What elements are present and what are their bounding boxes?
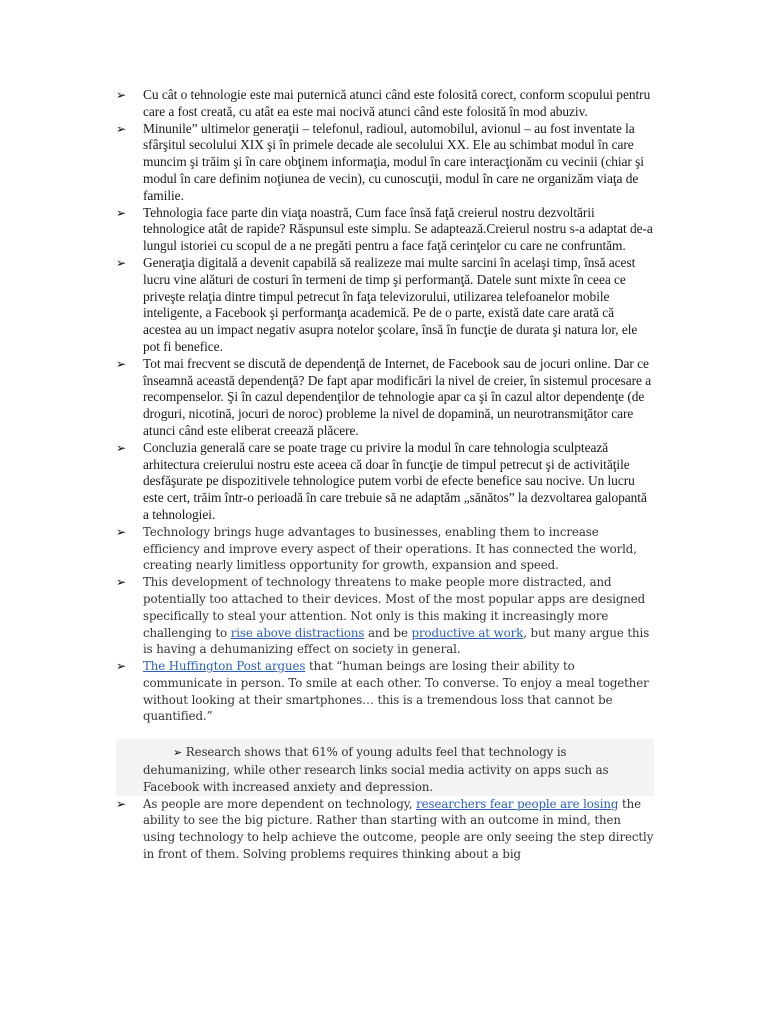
arrow-bullet-icon: ➢ (116, 88, 127, 102)
paragraph-text: the ability to see the big picture. Rather than starting with an outcome in mind, then using technology to help achieve the outcome, people are only seeing the step directly in front of them. Solving problems requires thinking about a big (143, 796, 654, 862)
list-item (116, 440, 654, 524)
paragraph-text: As people are more dependent on technology, (143, 796, 417, 811)
productive-at-work-link[interactable]: productive at work (411, 625, 524, 640)
shaded-quote-block (116, 739, 654, 795)
paragraph-text: that “human beings are losing their ability to communicate in person. To smile at each other. To converse. To enjoy a meal together without looking at their smartphones… this is a tremendous loss that cannot be quantified.” (143, 659, 649, 724)
list-item (116, 574, 654, 658)
arrow-bullet-icon: ➢ (116, 796, 126, 811)
paragraph-text: , but many argue this is having a dehumanizing effect on society in general. (143, 625, 650, 657)
arrow-bullet-icon: ➢ (116, 659, 126, 674)
list-item (116, 796, 654, 863)
rise-above-distractions-link[interactable]: rise above distractions (230, 625, 365, 640)
paragraph-text: Cu cât o tehnologie este mai puternică atunci când este folosită corect, conform scopului pentru care a fost creată, cu atât ea este mai nocivă atunci când este folosită în mod abuziv. (143, 87, 651, 119)
arrow-bullet-icon: ➢ (116, 524, 126, 539)
huffington-post-link[interactable]: The Huffington Post argues (143, 659, 306, 674)
paragraph-text: Research shows that 61% of young adults feel that technology is dehumanizing, while other research links social media activity on apps such as Facebook with increased anxiety and depression. (143, 745, 609, 794)
paragraph-text: This development of technology threatens to make people more distracted, and potentially too attached to their devices. Most of the most popular apps are designed specifically to steal your attention. Not only is this making it increasingly more challenging to (143, 575, 646, 640)
list-item (116, 524, 654, 574)
paragraph-text: and be (364, 625, 412, 640)
paragraph-text: Tot mai frecvent se discută de dependenţă de Internet, de Facebook sau de jocuri online. Dar ce înseamnă această dependenţă? De fapt apar modificări la nivel de creier, în sistemul procesare a recompenselor. Şi în cazul dependenţilor de tehnologie apar ca şi în cazul altor dependenţe (de droguri, nicotină, jocuri de noroc) probleme la nivel de dopamină, un neurotransmiţător care atunci când este eliberat creează plăcere. (143, 355, 652, 438)
list-item (116, 205, 654, 255)
paragraph-text: Generaţia digitală a devenit capabilă să realizeze mai multe sarcini în acelaşi timp, însă acest lucru vine alături de costuri în termeni de timp şi performanţă. Datele sunt mixte în ceea ce priveşte relaţia dintre timpul petrecut în faţa televizorului, utilizarea telefoanelor mobile inteligente, a Facebook şi performanţa academică. Pe de o parte, există date care arată că acestea au un impact negativ asupra notelor şcolare, însă în funcţie de durata şi natura lor, ele pot fi benefice. (143, 254, 638, 354)
list-item (116, 356, 654, 440)
arrow-bullet-icon: ➢ (116, 205, 127, 220)
paragraph-text: Tehnologia face parte din viaţa noastră, Cum face însă faţă creierul nostru dezvoltării tehnologice atât de rapide? Răspunsul este simplu. Se adaptează.Creierul nostru s-a adaptat de-a lungul istoriei cu scopul de a ne pregăti pentru a face faţă cerinţelor cu care ne confruntăm. (143, 204, 653, 254)
paragraph-text: Minunile” ultimelor generaţii – telefonul, radioul, automobilul, avionul – au fost inventate la sfârşitul secolului XIX şi în primele decade ale secolului XX. Ele au schimbat modul în care muncim şi trăim şi în care obţinem informaţia, modul în care interacţionăm cu vecinii (chiar şi modul în care definim noţiunea de vecin), cu cunoscuţii, modul în care ne organizăm viaţa de familie. (143, 120, 644, 203)
arrow-bullet-icon: ➢ (116, 440, 127, 455)
paragraph-text: Concluzia generală care se poate trage cu privire la modul în care tehnologia sculptează arhitectura creierului nostru este aceea că doar în funcţie de timpul petrecut şi de activităţile desfăşurate pe dispozitivele tehnologice putem vorbi de efecte benefice sau nocive. Un lucru este cert, trăim într-o perioadă în care trebuie să ne adaptăm „sănătos” la dezvoltarea galopantă a tehnologiei. (143, 439, 647, 522)
arrow-bullet-icon: ➢ (116, 121, 127, 136)
list-item (116, 121, 654, 205)
arrow-bullet-icon: ➢ (116, 575, 126, 590)
list-item (116, 255, 654, 356)
list-item (116, 87, 654, 121)
arrow-bullet-icon: ➢ (116, 356, 127, 371)
paragraph-text: Technology brings huge advantages to businesses, enabling them to increase efficiency and improve every aspect of their operations. It has connected the world, creating nearly limitless opportunity for growth, expansion and speed. (143, 524, 637, 573)
list-item (116, 658, 654, 725)
arrow-bullet-icon: ➢ (173, 746, 183, 760)
arrow-bullet-icon: ➢ (116, 255, 127, 270)
bullet-list (116, 87, 654, 863)
researchers-fear-link[interactable]: researchers fear people are losing (416, 796, 619, 811)
